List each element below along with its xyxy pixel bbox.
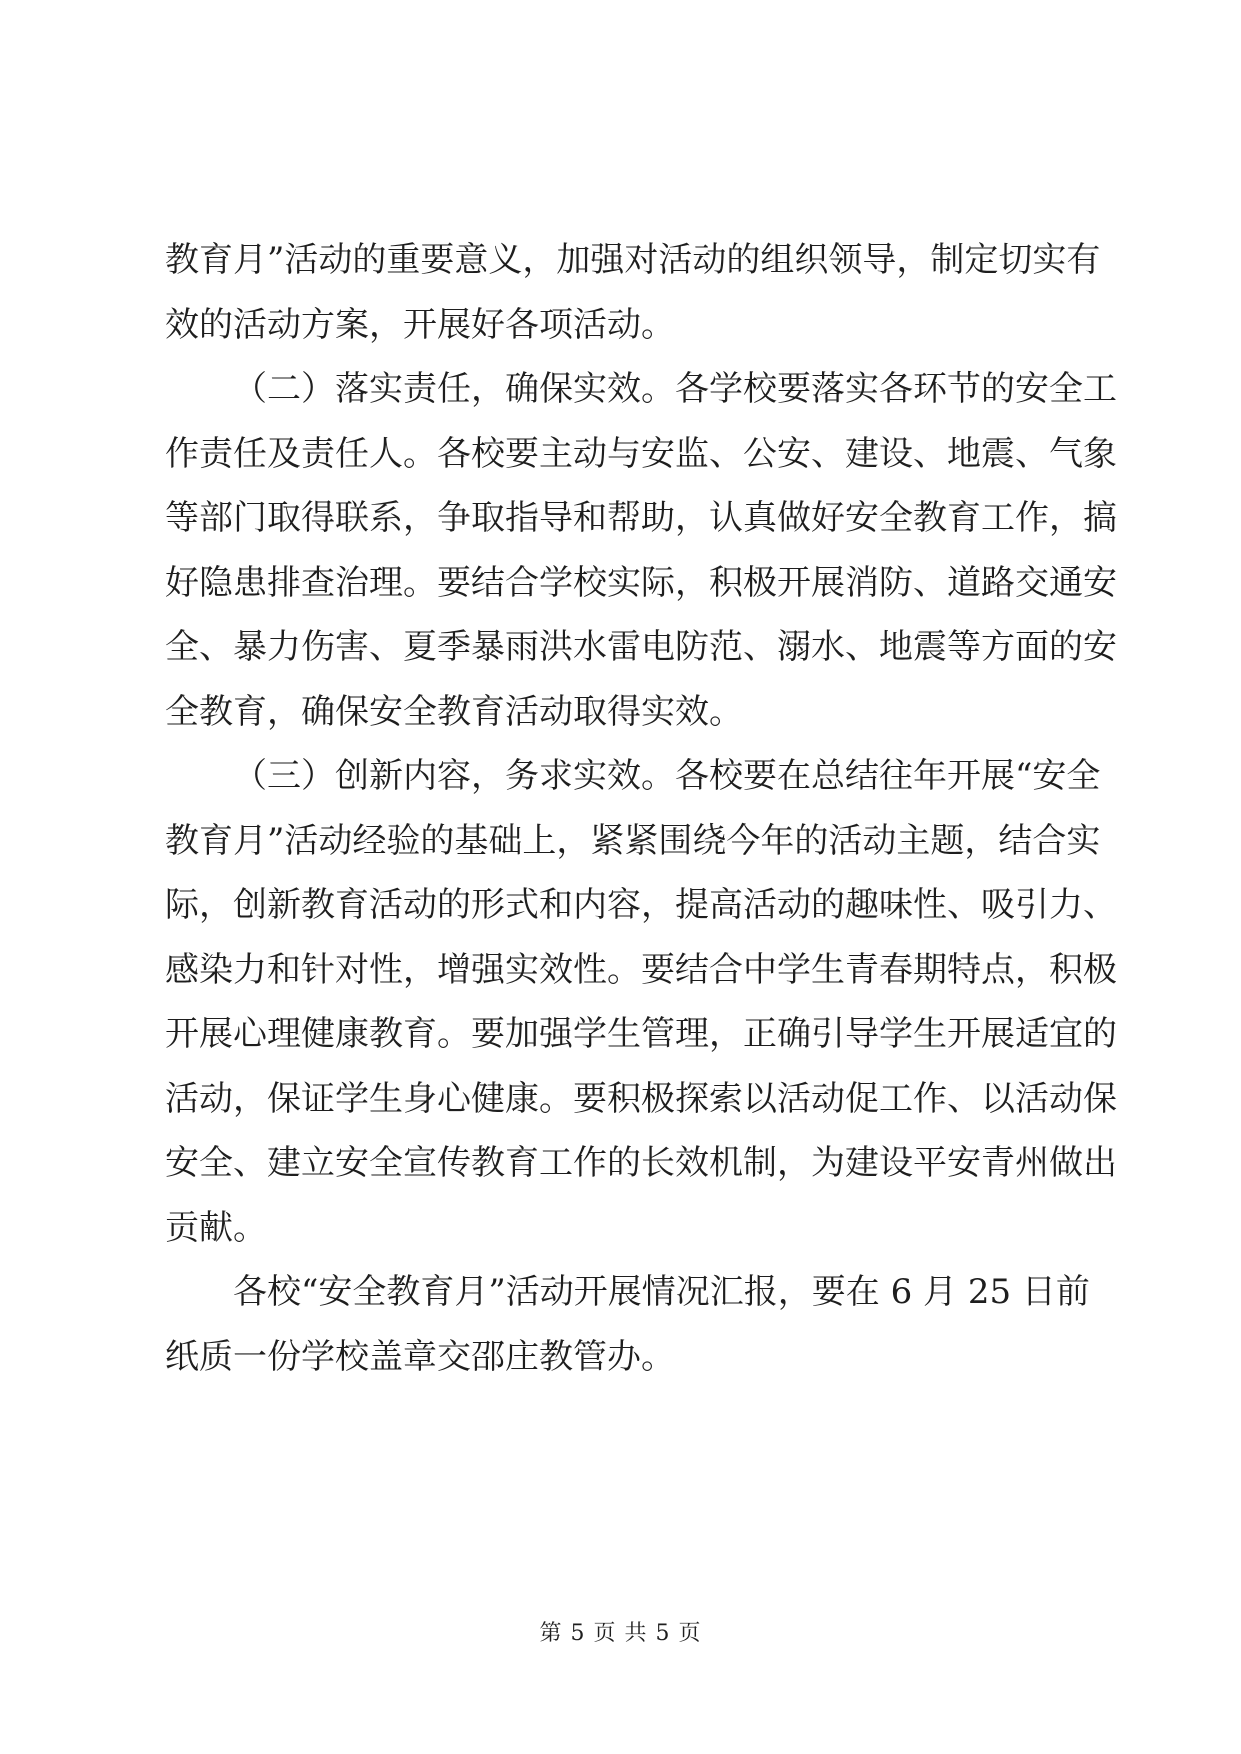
text-line: 际，创新教育活动的形式和内容，提高活动的趣味性、吸引力、 — [165, 885, 1117, 925]
paragraph-section-two — [165, 357, 1117, 744]
text-line: 作责任及责任人。各校要主动与安监、公安、建设、地震、气象 — [165, 433, 1117, 474]
text-line: 等部门取得联系，争取指导和帮助，认真做好安全教育工作，搞 — [165, 498, 1117, 538]
text-line: 纸质一份学校盖章交邵庄教管办。 — [165, 1336, 675, 1377]
text-line: 开展心理健康教育。要加强学生管理，正确引导学生开展适宜的 — [165, 1014, 1117, 1054]
text-line: （二）落实责任，确保实效。各学校要落实各环节的安全工 — [233, 369, 1117, 409]
text-line: 教育月”活动经验的基础上，紧紧围绕今年的活动主题，结合实 — [165, 820, 1101, 861]
text-line: 各校“安全教育月”活动开展情况汇报，要在 6 月 25 日前 — [233, 1272, 1090, 1312]
text-line: 效的活动方案，开展好各项活动。 — [165, 304, 675, 345]
document-body — [165, 228, 1117, 1389]
paragraph-section-three — [165, 744, 1117, 1260]
text-line: 活动，保证学生身心健康。要积极探索以活动促工作、以活动保 — [165, 1078, 1117, 1119]
text-line: 好隐患排查治理。要结合学校实际，积极开展消防、道路交通安 — [165, 562, 1117, 603]
text-line: 全、暴力伤害、夏季暴雨洪水雷电防范、溺水、地震等方面的安 — [165, 627, 1117, 667]
text-line: 安全、建立安全宣传教育工作的长效机制，为建设平安青州做出 — [165, 1143, 1117, 1183]
text-line: （三）创新内容，务求实效。各校要在总结往年开展“安全 — [233, 756, 1101, 796]
text-line: 全教育，确保安全教育活动取得实效。 — [165, 691, 743, 732]
text-line: 教育月”活动的重要意义，加强对活动的组织领导，制定切实有 — [165, 240, 1101, 280]
paragraph-continuation — [165, 228, 1101, 357]
page-number-footer: 第 5 页 共 5 页 — [539, 1621, 702, 1646]
text-line: 感染力和针对性，增强实效性。要结合中学生青春期特点，积极 — [165, 949, 1117, 990]
paragraph-report-deadline — [165, 1260, 1090, 1389]
text-line: 贡献。 — [165, 1207, 267, 1248]
